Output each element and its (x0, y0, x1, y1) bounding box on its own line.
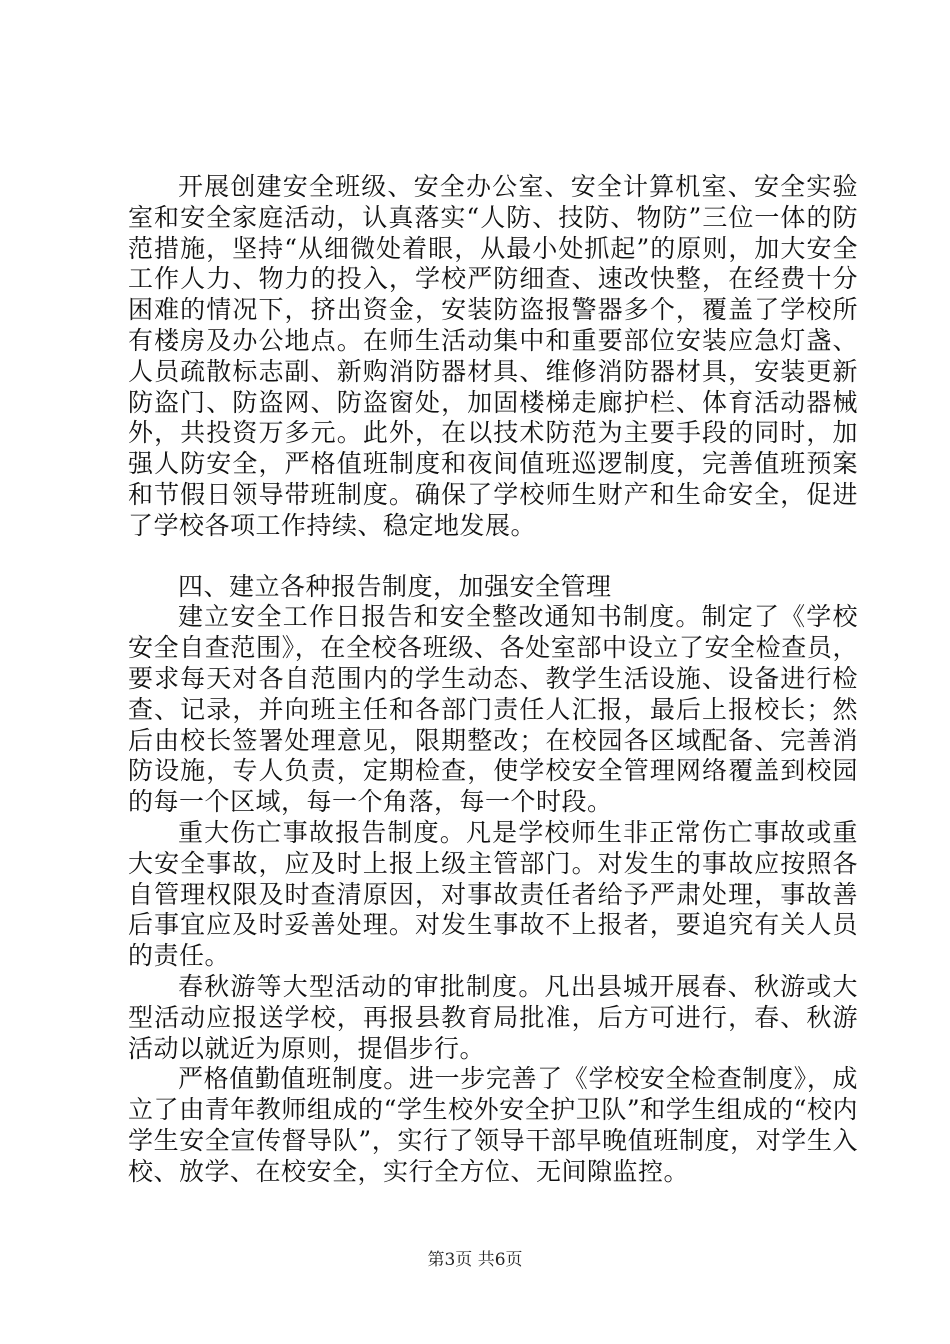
paragraph-security-measures: 开展创建安全班级、安全办公室、安全计算机室、安全实验室和安全家庭活动，认真落实“人防、技防、物防”三位一体的防范措施，坚持“从细微处着眼，从最小处抓起”的原则，加大安全工作人力、物力的投入，学校严防细查、速改快整，在经费十分困难的情况下，挤出资金，安装防盗报警器多个，覆盖了学校所有楼房及办公地点。在师生活动集中和重要部位安装应急灯盏、人员疏散标志副、新购消防器材具、维修消防器材具，安装更新防盗门、防盗网、防盗窗处，加固楼梯走廊护栏、体育活动器械外，共投资万多元。此外，在以技术防范为主要手段的同时，加强人防安全，严格值班制度和夜间值班巡逻制度，完善值班预案和节假日领导带班制度。确保了学校师生财产和生命安全，促进了学校各项工作持续、稳定地发展。 (128, 172, 858, 540)
paragraph-accident-report: 重大伤亡事故报告制度。凡是学校师生非正常伤亡事故或重大安全事故，应及时上报上级主管部门。对发生的事故应按照各自管理权限及时查清原因，对事故责任者给予严肃处理，事故善后事宜应及时妥善处理。对发生事故不上报者，要追究有关人员的责任。 (128, 817, 858, 971)
paragraph-duty-system: 严格值勤值班制度。进一步完善了《学校安全检查制度》，成立了由青年教师组成的“学生校外安全护卫队”和学生组成的“校内学生安全宣传督导队”，实行了领导干部早晚值班制度，对学生入校、放学、在校安全，实行全方位、无间隙监控。 (128, 1064, 858, 1186)
document-body (128, 172, 858, 1188)
paragraph-outing-approval: 春秋游等大型活动的审批制度。凡出县城开展春、秋游或大型活动应报送学校，再报县教育局批准，后方可进行，春、秋游活动以就近为原则，提倡步行。 (128, 971, 858, 1063)
paragraph-daily-report: 建立安全工作日报告和安全整改通知书制度。制定了《学校安全自查范围》，在全校各班级、各处室部中设立了安全检查员，要求每天对各自范围内的学生动态、教学生活设施、设备进行检查、记录，并向班主任和各部门责任人汇报，最后上报校长；然后由校长签署处理意见，限期整改；在校园各区域配备、完善消防设施，专人负责，定期检查，使学校安全管理网络覆盖到校园的每一个区域，每一个角落，每一个时段。 (128, 602, 858, 817)
section-heading-reporting: 四、建立各种报告制度，加强安全管理 (178, 571, 612, 601)
page-number: 第3页 共6页 (427, 1250, 523, 1270)
